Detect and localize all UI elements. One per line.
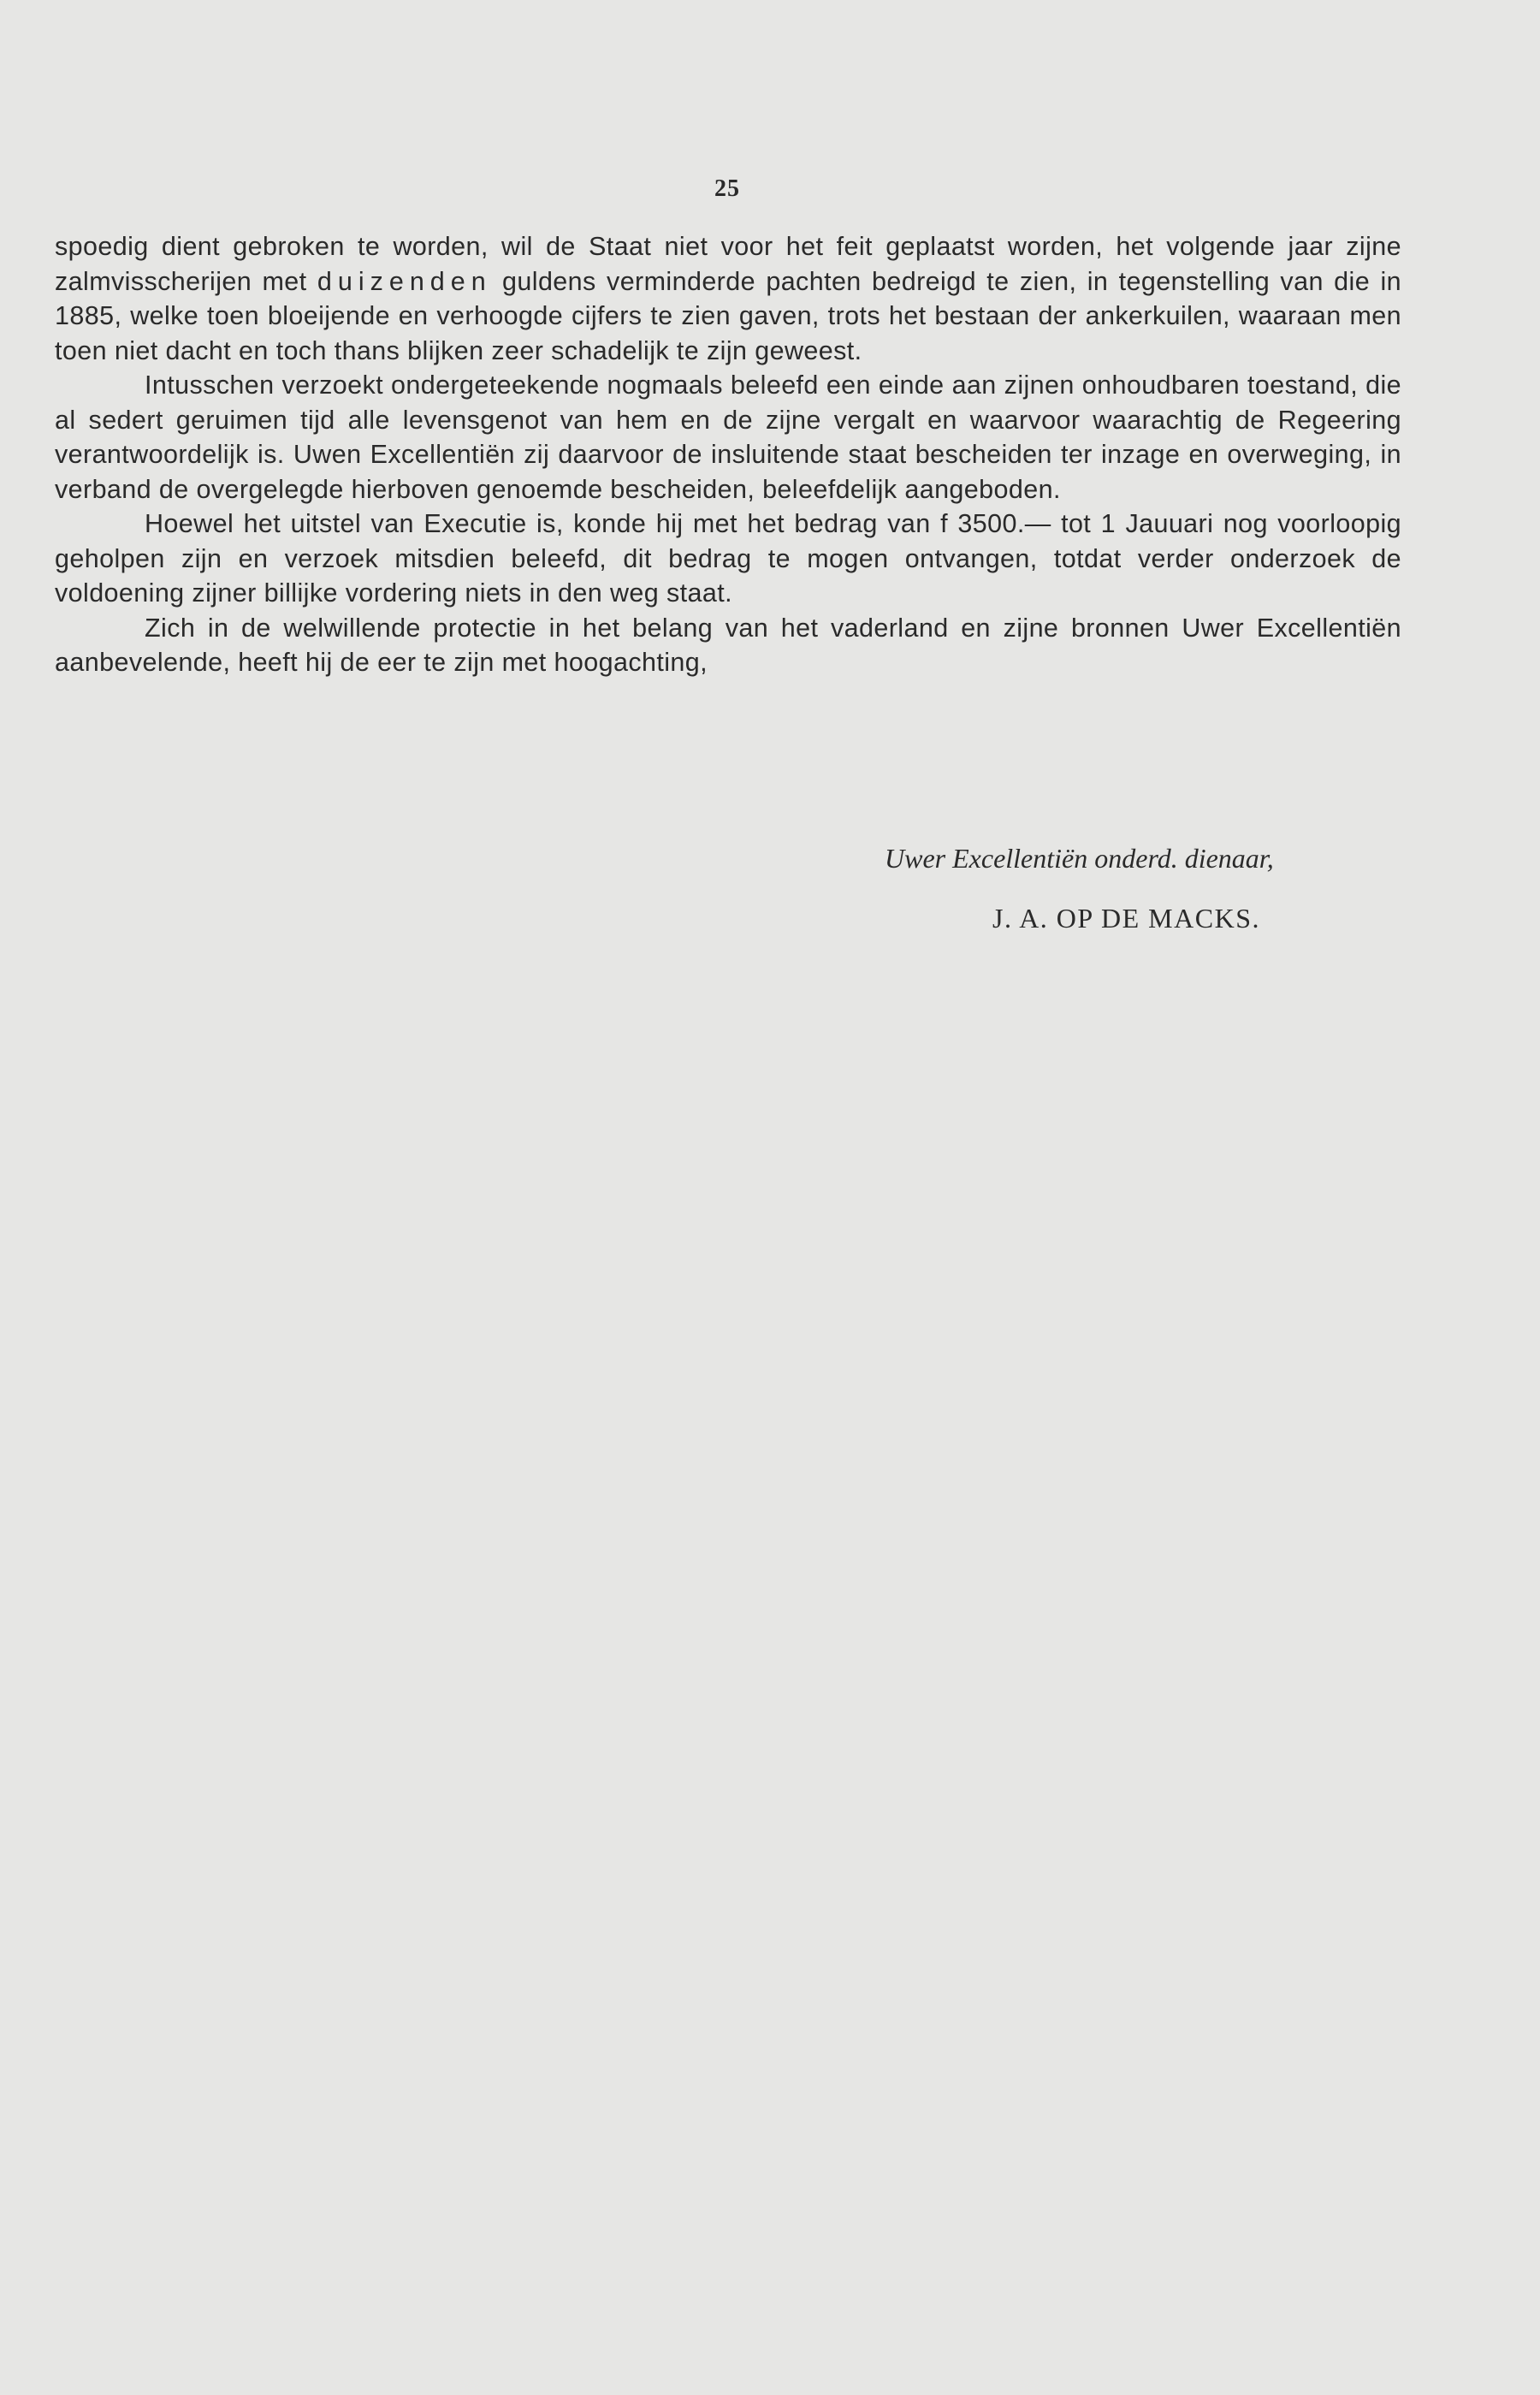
paragraph-4: Zich in de welwillende protectie in het belang van het vaderland en zijne bronnen Uwer Excellentiën aanbevelende, heeft hij de eer te zijn met hoogachting, xyxy=(55,613,1401,677)
paragraph-1 xyxy=(55,229,1401,368)
page-number: 25 xyxy=(714,175,740,202)
emphasized-word: duizenden xyxy=(317,266,492,296)
paragraph-1-text-a: spoedig dient gebroken te worden, wil de Staat niet voor het feit geplaatst worden, het volgende jaar zijne zalmvisscherijen met xyxy=(55,232,1401,296)
closing-salutation: Uwer Excellentiën onderd. dienaar, xyxy=(885,843,1274,874)
paragraph-1-text-b: guldens verminderde pachten bedreigd te zien, in tegenstelling van die in 1885, welke toen bloeijende en verhoogde cijfers te zien gaven, trots het bestaan der ankerkuilen, waaraan men toen niet dacht en toch thans blijken zeer schadelijk te zijn geweest. xyxy=(55,266,1401,365)
signature: J. A. OP DE MACKS. xyxy=(992,903,1260,934)
paragraph-2: Intusschen verzoekt ondergeteekende nogmaals beleefd een einde aan zijnen onhoudbaren toestand, die al sedert geruimen tijd alle levensgenot van hem en de zijne vergalt en waarvoor waarachtig de Regeering verantwoordelijk is. Uwen Excellentiën zij daarvoor de insluitende staat bescheiden ter inzage en overweging, in verband de overgelegde hierboven genoemde bescheiden, beleefdelijk aangeboden. xyxy=(55,371,1401,504)
letter-body xyxy=(55,229,1401,680)
paragraph-3: Hoewel het uitstel van Executie is, konde hij met het bedrag van f 3500.— tot 1 Jauuari nog voorloopig geholpen zijn en verzoek mitsdien beleefd, dit bedrag te mogen ontvangen, totdat verder onderzoek de voldoening zijner billijke vordering niets in den weg staat. xyxy=(55,509,1401,608)
